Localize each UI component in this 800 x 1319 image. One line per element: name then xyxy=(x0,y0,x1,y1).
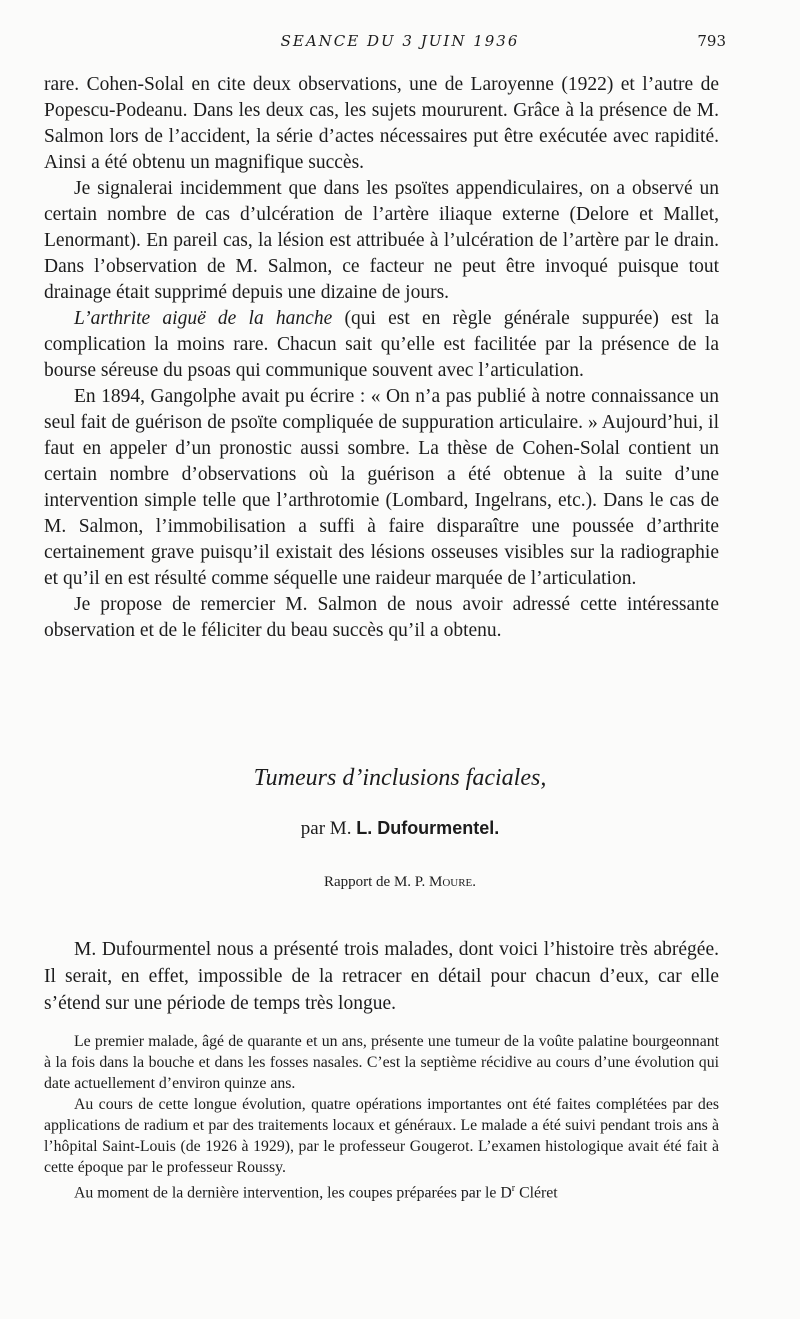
last-line-end: Cléret xyxy=(519,1184,558,1202)
article-title: Tumeurs d’inclusions faciales, xyxy=(253,765,547,791)
italic-lead: L’arthrite aiguë de la hanche xyxy=(74,308,333,329)
reporter-name: Moure. xyxy=(428,874,477,890)
byline-prefix: par M. xyxy=(300,818,352,839)
paragraph xyxy=(44,1178,719,1203)
superscript: r xyxy=(511,1183,516,1194)
page-number: 793 xyxy=(697,32,726,50)
byline xyxy=(0,818,800,840)
page-header xyxy=(0,32,800,56)
paragraph: M. Dufourmentel nous a présenté trois malades, dont voici l’histoire très abrégée. Il serait, en effet, impossible de la retracer en détail pour chacun d’eux, car elle s’étend sur une période de temps très longue. xyxy=(44,939,719,1014)
paragraph: Le premier malade, âgé de quarante et un ans, présente une tumeur de la voûte palatine bourgeonnant à la fois dans la bouche et dans les fosses nasales. C’est la septième récidive au cours d’une évolution qui date actuellement d’environ quinze ans. xyxy=(44,1033,719,1092)
paragraph: Au cours de cette longue évolution, quatre opérations importantes ont été faites complétées par des applications de radium et par des traitements locaux et généraux. Le malade a été suivi pendant trois ans à l’hôpital Saint-Louis (de 1926 à 1929), par le professeur Gougerot. L’examen histologique avait été fait à cette époque par le professeur Roussy. xyxy=(44,1096,719,1176)
running-title: SEANCE DU 3 JUIN 1936 xyxy=(280,32,520,50)
paragraph-rest: (qui est en règle générale suppurée) est la complication la moins rare. Chacun sait qu’elle est facilitée par la présence de la bourse séreuse du psoas qui communique souvent avec l’articulation. xyxy=(44,308,720,381)
paragraph: Je propose de remercier M. Salmon de nous avoir adressé cette intéressante observation et de le féliciter du beau succès qu’il a obtenu. xyxy=(44,594,719,641)
last-line-start: Au moment de la dernière intervention, les coupes préparées par le D xyxy=(74,1184,512,1202)
paragraph xyxy=(44,306,719,384)
intro-text xyxy=(44,936,719,1017)
paragraph: rare. Cohen-Solal en cite deux observations, une de Laroyenne (1922) et l’autre de Popescu-Podeanu. Dans les deux cas, les sujets moururent. Grâce à la présence de M. Salmon lors de l’accident, la série d’actes nécessaires put être exécutée avec rapidité. Ainsi a été obtenu un magnifique succès. xyxy=(44,74,719,173)
paragraph: En 1894, Gangolphe avait pu écrire : « On n’a pas publié à notre connaissance un seul fait de guérison de psoïte compliquée de suppuration articulaire. » Aujourd’hui, il faut en appeler d’un pronostic aussi sombre. La thèse de Cohen-Solal contient un certain nombre d’observations où la guérison a été obtenue à la suite d’une intervention simple telle que l’arthrotomie (Lombard, Ingelrans, etc.). Dans le cas de M. Salmon, l’immobilisation a suffi à faire disparaître une poussée d’arthrite certainement grave puisqu’il existait des lésions osseuses visibles sur la radiographie et qu’il en est résulté comme séquelle une raideur marquée de l’articulation. xyxy=(44,386,719,589)
paragraph: Je signalerai incidemment que dans les psoïtes appendiculaires, on a observé un certain nombre de cas d’ulcération de l’artère iliaque externe (Delore et Mallet, Lenormant). En pareil cas, la lésion est attribuée à l’ulcération de l’artère par le drain. Dans l’observation de M. Salmon, ce facteur ne peut être invoqué puisque tout drainage était supprimé depuis une dizaine de jours. xyxy=(44,178,719,303)
case-text xyxy=(44,1031,719,1203)
body-text xyxy=(44,72,719,644)
author-name: L. Dufourmentel. xyxy=(356,818,500,838)
report-line xyxy=(0,874,800,891)
report-prefix: Rapport de M. P. xyxy=(323,874,426,890)
